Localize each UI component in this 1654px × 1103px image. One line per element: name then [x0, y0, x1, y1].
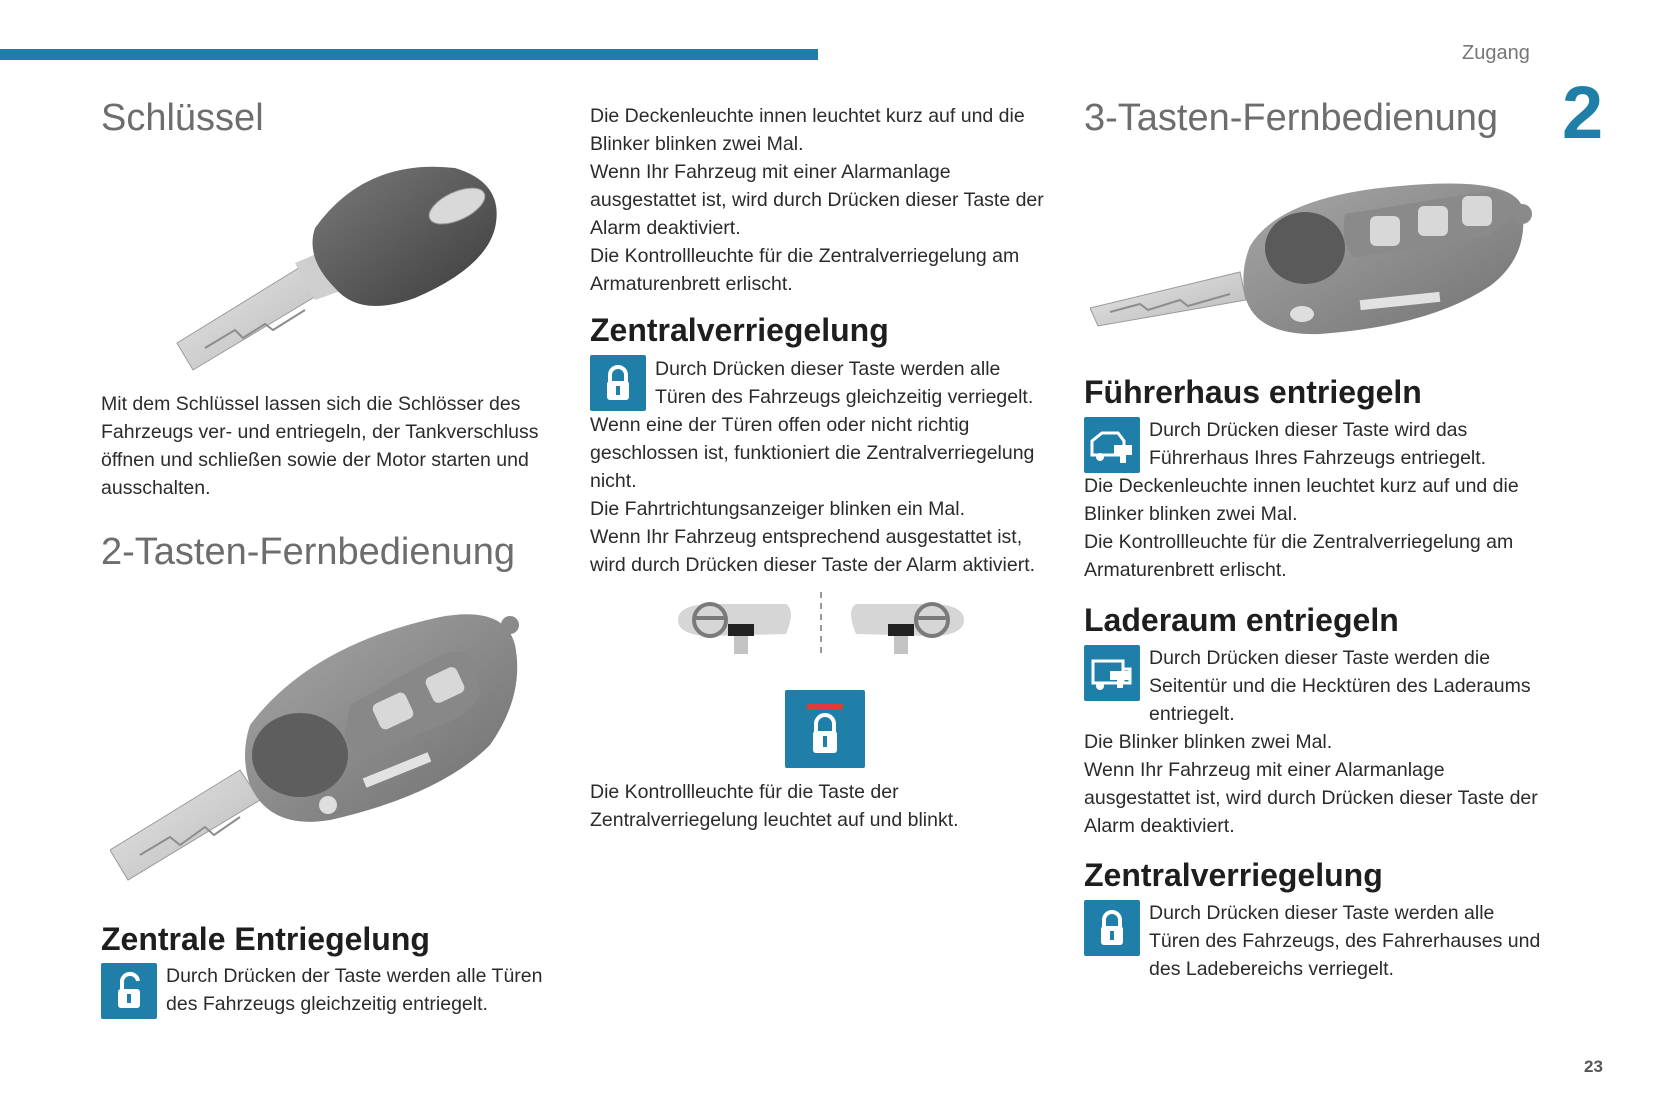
central-unlock-text: Durch Drücken der Taste werden alle Türen des Fahrzeugs gleichzeitig entriegelt. — [166, 965, 543, 1015]
heading-central-lock-col3: Zentralverriegelung — [1084, 857, 1383, 893]
section-label: Zugang — [1462, 42, 1530, 64]
cargo-line-3: Wenn Ihr Fahrzeug mit einer Alarmanlage ausgestattet ist, wird durch Drücken dieser Taste der Alarm deaktiviert. — [1084, 759, 1538, 837]
lock-indicator-icon — [785, 690, 865, 768]
central-lock-col2-line-1: Durch Drücken dieser Taste werden alle Türen des Fahrzeugs gleichzeitig verriegelt. — [655, 358, 1034, 408]
heading-remote-2-buttons: 2-Tasten-Fernbedienung — [101, 531, 516, 573]
central-lock-col2-line-2: Wenn eine der Türen offen oder nicht richtig geschlossen ist, funktioniert die Zentralverriegelung nicht. — [590, 414, 1035, 492]
heading-cab-unlock: Führerhaus entriegeln — [1084, 374, 1422, 410]
remote-3-buttons-illustration — [1090, 176, 1540, 346]
col2-intro-line-2: Wenn Ihr Fahrzeug mit einer Alarmanlage ausgestattet ist, wird durch Drücken dieser Taste der Alarm deaktiviert. — [590, 161, 1044, 239]
cargo-line-1: Durch Drücken dieser Taste werden die Seitentür und die Hecktüren des Laderaums entriegelt. — [1149, 647, 1531, 725]
heading-central-lock-col2: Zentralverriegelung — [590, 312, 889, 348]
heading-cargo-unlock: Laderaum entriegeln — [1084, 602, 1399, 638]
chapter-number: 2 — [1562, 71, 1604, 154]
col2-intro-line-1: Die Deckenleuchte innen leuchtet kurz auf und die Blinker blinken zwei Mal. — [590, 105, 1025, 155]
heading-central-unlock: Zentrale Entriegelung — [101, 921, 430, 957]
page-number: 23 — [1584, 1057, 1603, 1076]
key-illustration — [165, 158, 505, 378]
col2-intro — [590, 102, 1050, 298]
central-lock-col2-text — [590, 355, 1050, 579]
cab-line-2: Die Deckenleuchte innen leuchtet kurz auf und die Blinker blinken zwei Mal. — [1084, 475, 1519, 525]
cab-unlock-text — [1084, 416, 1544, 584]
key-description: Mit dem Schlüssel lassen sich die Schlösser des Fahrzeugs ver- und entriegeln, der Tankverschluss öffnen und schließen sowie der Motor starten und ausschalten. — [101, 393, 539, 499]
cargo-line-2: Die Blinker blinken zwei Mal. — [1084, 731, 1333, 753]
header-accent-bar — [0, 49, 818, 60]
central-lock-col2-line-4: Wenn Ihr Fahrzeug entsprechend ausgestattet ist, wird durch Drücken dieser Taste der Alarm aktiviert. — [590, 526, 1036, 576]
cargo-unlock-text — [1084, 644, 1544, 840]
col2-intro-line-3: Die Kontrollleuchte für die Zentralverriegelung am Armaturenbrett erlischt. — [590, 245, 1020, 295]
cab-line-3: Die Kontrollleuchte für die Zentralverriegelung am Armaturenbrett erlischt. — [1084, 531, 1514, 581]
dashboard-indicator-illustration — [676, 590, 966, 660]
remote-2-buttons-illustration — [110, 605, 530, 890]
cab-line-1: Durch Drücken dieser Taste wird das Führerhaus Ihres Fahrzeugs entriegelt. — [1149, 419, 1487, 469]
central-lock-col3-text: Durch Drücken dieser Taste werden alle Türen des Fahrzeugs, des Fahrerhauses und des Ladebereichs verriegelt. — [1149, 902, 1541, 980]
heading-remote-3-buttons: 3-Tasten-Fernbedienung — [1084, 97, 1499, 139]
central-lock-col2-line-3: Die Fahrtrichtungsanzeiger blinken ein Mal. — [590, 498, 966, 520]
indicator-text: Die Kontrollleuchte für die Taste der Zentralverriegelung leuchtet auf und blinkt. — [590, 781, 959, 831]
heading-key: Schlüssel — [101, 97, 264, 139]
